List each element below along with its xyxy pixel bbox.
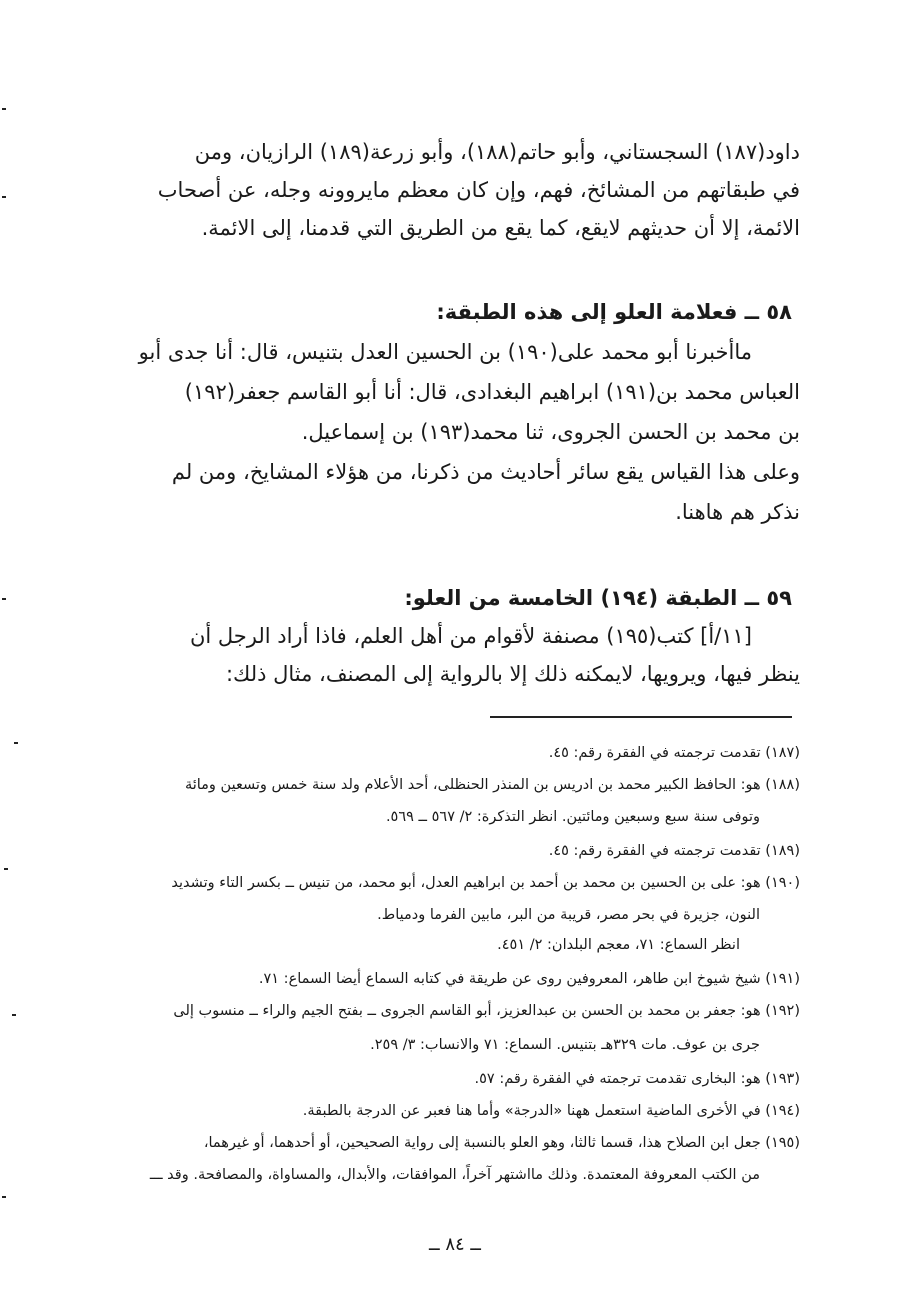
body-line: [١١/أ] كتب(١٩٥) مصنفة لأقوام من أهل العلم، فاذا أراد الرجل أن [189,624,752,648]
body-line: ماأخبرنا أبو محمد على(١٩٠) بن الحسين العدل بتنيس، قال: أنا جدى أبو [138,340,752,364]
footnote-187: (١٨٧) تقدمت ترجمته في الفقرة رقم: ٤٥. [548,745,800,761]
footnote-190: (١٩٠) هو: على بن الحسين بن محمد بن أحمد بن ابراهيم العدل، أبو محمد، من تنيس ــ بكسر التاء وتشديد [171,875,800,891]
body-line: الائمة، إلا أن حديثهم لايقع، كما يقع من الطريق التي قدمنا، إلى الائمة. [201,216,800,240]
footnote-195: (١٩٥) جعل ابن الصلاح هذا، قسما ثالثا، وهو العلو بالنسبة إلى رواية الصحيحين، أو أحدهما، أو غيرهما، [203,1135,800,1151]
body-line: داود(١٨٧) السجستاني، وأبو حاتم(١٨٨)، وأبو زرعة(١٨٩) الرازيان، ومن [194,140,800,164]
body-line: العباس محمد بن(١٩١) ابراهيم البغدادى، قال: أنا أبو القاسم جعفر(١٩٢) [184,380,800,404]
margin-speck [4,868,8,870]
body-line: بن محمد بن الحسن الجروى، ثنا محمد(١٩٣) بن إسماعيل. [301,420,800,444]
body-line: ينظر فيها، ويرويها، لايمكنه ذلك إلا بالرواية إلى المصنف، مثال ذلك: [225,662,800,686]
margin-speck [14,742,18,744]
footnote-188: (١٨٨) هو: الحافظ الكبير محمد بن ادريس بن المنذر الحنظلى، أحد الأعلام ولد سنة خمس وتسعين ومائة [184,777,800,793]
footnote-190-cont: انظر السماع: ٧١، معجم البلدان: ٢/ ٤٥١. [497,937,740,953]
margin-speck [2,1196,6,1198]
page-number: ــ ٨٤ ــ [429,1234,481,1255]
footnote-191: (١٩١) شيخ شيوخ ابن طاهر، المعروفين روى عن طريقة في كتابه السماع أيضا السماع: ٧١. [258,971,800,987]
margin-speck [2,598,6,600]
footnote-189: (١٨٩) تقدمت ترجمته في الفقرة رقم: ٤٥. [548,843,800,859]
main-text [100,0,800,700]
margin-speck [2,196,6,198]
body-line: وعلى هذا القياس يقع سائر أحاديث من ذكرنا، من هؤلاء المشايخ، ومن لم [171,460,800,484]
footnote-195-cont: من الكتب المعروفة المعتمدة. وذلك مااشتهر آخراً، الموافقات، والأبدال، والمساواة، والمصافحة. وقد ـــ [149,1167,760,1183]
body-line: في طبقاتهم من المشائخ، فهم، وإن كان معظم مايروونه وجله، عن أصحاب [157,178,800,202]
footnote-separator [490,716,792,718]
body-line: نذكر هم هاهنا. [675,500,800,524]
footnote-193: (١٩٣) هو: البخارى تقدمت ترجمته في الفقرة رقم: ٥٧. [474,1071,800,1087]
footnote-192: (١٩٢) هو: جعفر بن محمد بن الحسن بن عبدالعزيز، أبو القاسم الجروى ــ بفتح الجيم والراء ــ منسوب إلى [173,1003,800,1019]
margin-speck [12,1014,16,1016]
footnote-194: (١٩٤) في الأخرى الماضية استعمل ههنا «الدرجة» وأما هنا فعبر عن الدرجة بالطبقة. [302,1103,800,1119]
footnote-188-cont: وتوفى سنة سبع وسبعين ومائتين. انظر التذكرة: ٢/ ٥٦٧ ــ ٥٦٩. [385,809,760,825]
section-heading-59: ٥٩ ــ الطبقة (١٩٤) الخامسة من العلو: [404,586,792,610]
footnote-190-cont: النون، جزيرة في بحر مصر، قريبة من البر، مابين الفرما ودمياط. [377,907,760,923]
section-heading-58: ٥٨ ــ فعلامة العلو إلى هذه الطبقة: [436,300,792,324]
footnote-192-cont: جرى بن عوف. مات ٣٢٩هـ بتنيس. السماع: ٧١ والانساب: ٣/ ٢٥٩. [370,1037,760,1053]
margin-speck [2,108,6,110]
